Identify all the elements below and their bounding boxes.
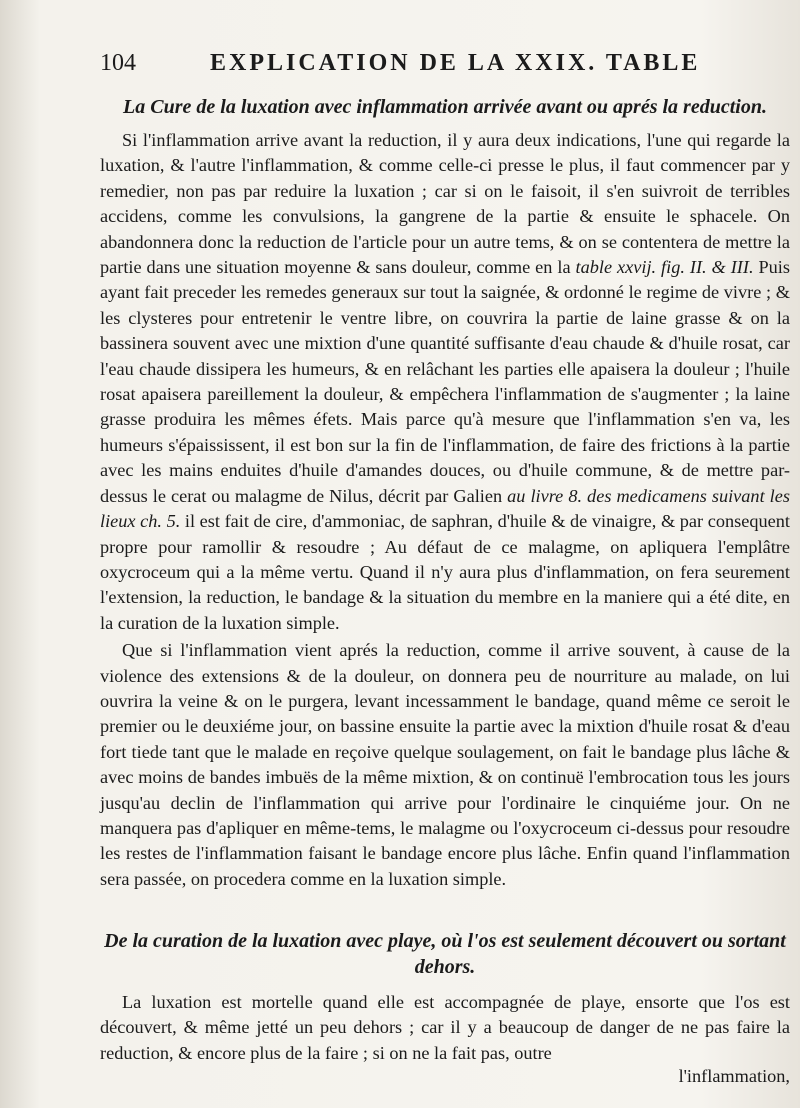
section-heading: La Cure de la luxation avec inflammation arrivée avant ou aprés la reduction.	[123, 96, 767, 118]
section-luxation-playe	[100, 928, 790, 1066]
paragraph	[100, 128, 790, 636]
page-header	[100, 44, 790, 84]
paragraph-text: Si l'inflammation arrive avant la reduction, il y aura deux indications, l'une qui regarde la luxation, & l'autre l'inflammation, & comme celle-ci presse le plus, il faut commencer par y remedier, non pas par reduire la luxation ; car si on le faisoit, il s'en suivroit de terribles accidens, comme les convulsions, la gangrene de la partie & ensuite le sphacele. On abandonnera donc la reduction de l'article pour un autre tems, & on se contentera de mettre la partie dans une situation moyenne & sans douleur, comme en la	[100, 130, 790, 278]
paragraph: La luxation est mortelle quand elle est accompagnée de playe, ensorte que l'os est découvert, & même jetté un peu dehors ; car il y a beaucoup de danger de ne pas faire la reduction, & encore plus de la faire ; si on ne la fait pas, outre	[100, 992, 790, 1063]
page-number: 104	[100, 50, 136, 76]
running-title: EXPLICATION DE LA XXIX. TABLE	[210, 50, 701, 76]
figure-reference: table xxvij. fig. II. & III.	[575, 257, 754, 278]
paragraph: Que si l'inflammation vient aprés la reduction, comme il arrive souvent, à cause de la violence des extensions & de la douleur, on donnera peu de nourriture au malade, on lui ouvrira la veine & on le purgera, levant incessamment le bandage, quand même ce seroit le premier ou le deuxiéme jour, on bassine ensuite la partie avec la mixtion d'huile rosat & d'eau fort tiede tant que le malade en reçoive quelque soulagement, on fait le bandage plus lâche & avec moins de bandes imbuës de la même mixtion, & on continuë l'embrocation tous les jours jusqu'au declin de l'inflammation qui arrive pour l'ordinaire le cinquiéme jour. On ne manquera pas d'apliquer en même-tems, le malagme ou l'oxycroceum ci-dessus pour resoudre les restes de l'inflammation faisant le bandage encore plus lâche. Enfin quand l'inflammation sera passée, on procedera comme en la luxation simple.	[100, 640, 790, 889]
section-heading: De la curation de la luxation avec playe, où l'os est seulement découvert ou sortant dehors.	[104, 930, 786, 978]
paragraph-text: il est fait de cire, d'ammoniac, de saphran, d'huile & de vinaigre, & par consequent propre pour ramollir & resoudre ; Au défaut de ce malagme, on apliquera l'emplâtre oxycroceum qui a la même vertu. Quand il n'y aura plus d'inflammation, on fera seurement l'extension, la reduction, le bandage & la situation du membre en la maniere qui a été dite, en la curation de la luxation simple.	[100, 511, 790, 633]
citation-reference: au livre 8. des medicamens suivant les lieux ch. 5.	[100, 485, 790, 532]
paragraph-text: Puis ayant fait preceder les remedes generaux sur tout la saignée, & ordonné le regime de vivre ; & les clysteres pour entretenir le ventre libre, on couvrira la partie de laine grasse & on la bassinera souvent avec une mixtion d'une quantité suffisante d'eau chaude & d'huile rosat, car l'eau chaude dissipera les humeurs, & en relâchant les parties elle apaisera la douleur ; l'huile rosat apaisera pareillement la douleur, & empêchera l'inflammation de s'augmenter ; la laine grasse produira les mêmes éfets. Mais parce qu'à mesure que l'inflammation s'en va, les humeurs s'épaississent, il est bon sur la fin de l'inflammation, de faire des frictions à la partie avec les mains enduites d'huile d'amandes douces, ou d'huile commune, & de mettre par-dessus le cerat ou malagme de Nilus, décrit par Galien	[100, 257, 791, 506]
catchword: l'inflammation,	[678, 1066, 790, 1086]
section-cure-inflammation	[100, 94, 790, 892]
